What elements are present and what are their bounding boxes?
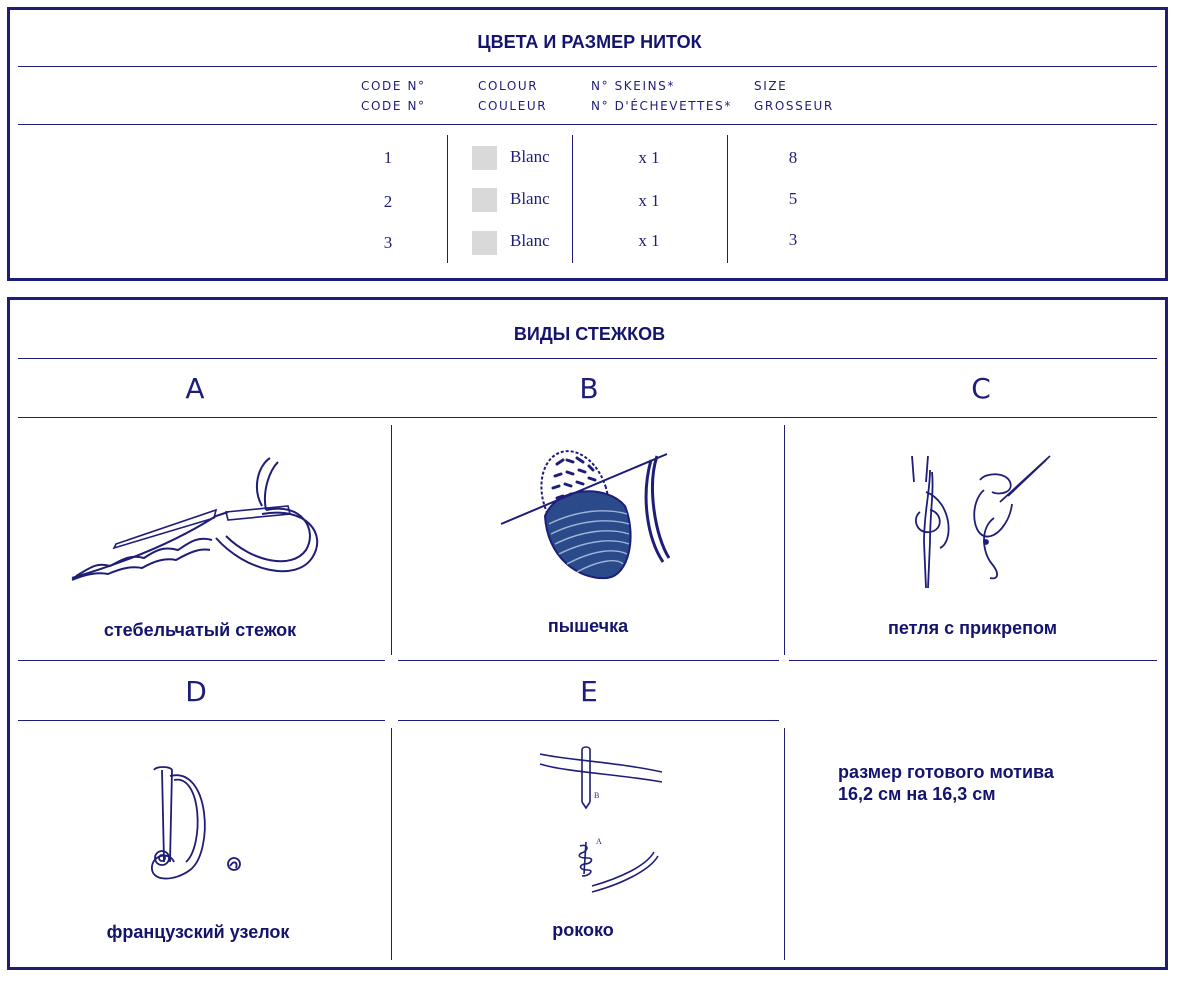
- column-divider: [572, 135, 573, 263]
- column-divider: [391, 728, 392, 960]
- cell-colour: Blanc: [510, 189, 550, 208]
- divider: [398, 660, 779, 661]
- cell-skeins: x 1: [638, 148, 660, 167]
- stitch-caption-a: стебельчатый стежок: [103, 620, 297, 640]
- column-divider: [447, 135, 448, 263]
- divider: [398, 720, 779, 721]
- cell-skeins: x 1: [638, 191, 660, 210]
- stitch-caption-b: пышечка: [547, 616, 629, 636]
- stitch-caption-e: рококо: [552, 920, 614, 940]
- header-colour: COLOUR COULEUR: [478, 79, 548, 113]
- lazy-daisy-stitch-illustration: [900, 452, 1060, 592]
- cell-size: 5: [788, 189, 798, 208]
- cell-code: 1: [383, 148, 393, 167]
- svg-text:B: B: [594, 791, 600, 800]
- cell-code: 2: [383, 192, 393, 211]
- divider: [18, 417, 1157, 418]
- column-divider: [727, 135, 728, 263]
- header-size: SIZE GROSSEUR: [754, 79, 834, 113]
- column-divider: [391, 425, 392, 655]
- colour-swatch: [472, 146, 497, 170]
- divider: [18, 124, 1157, 125]
- french-knot-illustration: [140, 762, 260, 892]
- padded-satin-stitch-illustration: [497, 446, 687, 586]
- cell-size: 8: [788, 148, 798, 167]
- cell-code: 3: [383, 233, 393, 252]
- divider: [18, 66, 1157, 67]
- stitch-caption-d: французский узелок: [106, 922, 290, 942]
- cell-colour: Blanc: [510, 231, 550, 250]
- svg-text:A: A: [596, 837, 602, 846]
- column-divider: [784, 728, 785, 960]
- thread-table-title: ЦВЕТА И РАЗМЕР НИТОК: [477, 32, 702, 52]
- column-divider: [784, 425, 785, 655]
- stem-stitch-illustration: [66, 450, 326, 590]
- colour-swatch: [472, 188, 497, 212]
- stitch-letter-a: A: [185, 372, 205, 405]
- colour-swatch: [472, 231, 497, 255]
- stitch-caption-c: петля с прикрепом: [887, 618, 1058, 638]
- stitch-letter-d: D: [185, 675, 207, 708]
- header-skeins: N° SKEINS* N° D'ÉCHEVETTES*: [591, 79, 732, 113]
- cell-skeins: x 1: [638, 231, 660, 250]
- finished-size-note: размер готового мотива 16,2 см на 16,3 см: [838, 762, 1054, 804]
- bullion-knot-illustration: [536, 746, 666, 896]
- stitch-types-title: ВИДЫ СТЕЖКОВ: [513, 324, 666, 344]
- divider: [18, 720, 385, 721]
- cell-colour: Blanc: [510, 147, 550, 166]
- stitch-letter-c: C: [971, 372, 991, 405]
- divider: [789, 660, 1157, 661]
- divider: [18, 660, 385, 661]
- stitch-letter-e: E: [580, 675, 598, 708]
- cell-size: 3: [788, 230, 798, 249]
- divider: [18, 358, 1157, 359]
- stitch-letter-b: B: [579, 372, 599, 405]
- header-code: CODE N° CODE N°: [361, 79, 426, 113]
